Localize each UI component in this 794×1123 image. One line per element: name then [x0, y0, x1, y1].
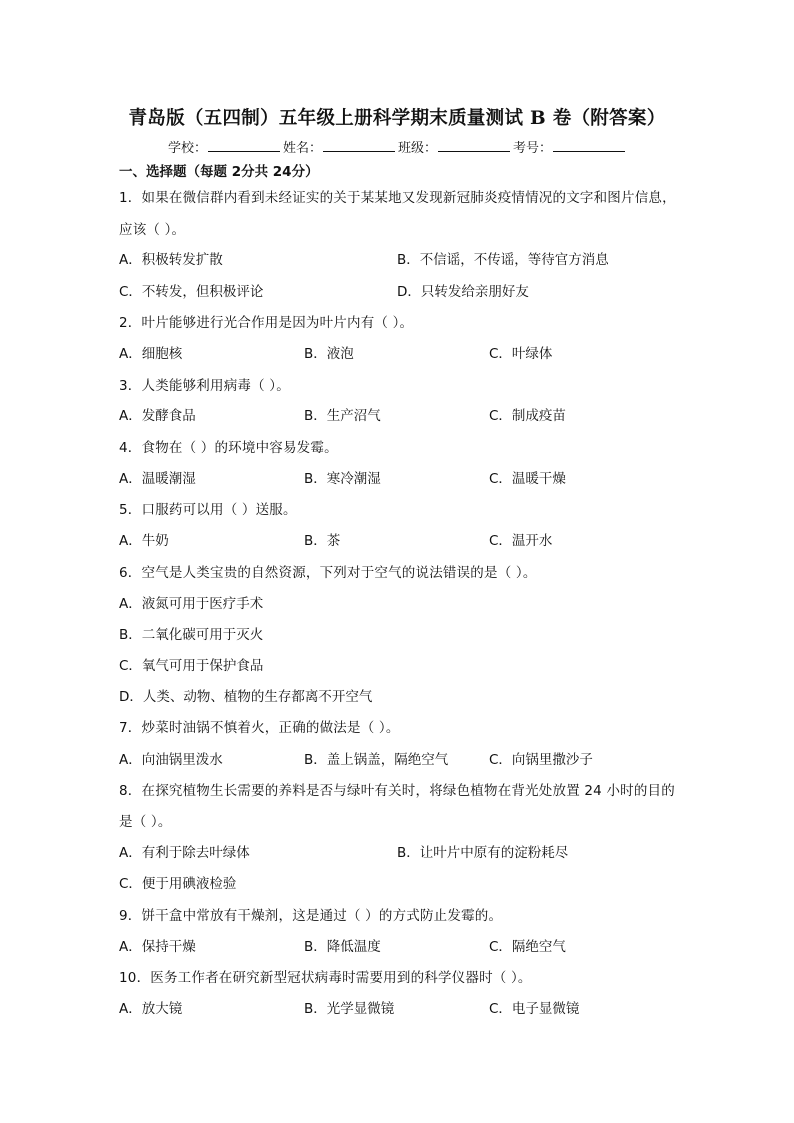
question-9-option-b: B．降低温度 [304, 939, 381, 955]
question-9-option-c: C．隔绝空气 [489, 939, 566, 955]
school-blank [208, 139, 280, 152]
question-4-option-c: C．温暖干燥 [489, 471, 566, 487]
question-4-line-1: 4．食物在（ ）的环境中容易发霉。 [119, 440, 338, 456]
question-5-line-1: 5．口服药可以用（ ）送服。 [119, 502, 297, 518]
question-1-line-1: 1．如果在微信群内看到未经证实的关于某某地又发现新冠肺炎疫情情况的文字和图片信息， [119, 190, 676, 206]
question-8-option-b: B．让叶片中原有的淀粉耗尽 [397, 845, 569, 861]
question-9-line-1: 9．饼干盒中常放有干燥剂，这是通过（ ）的方式防止发霉的。 [119, 908, 503, 924]
question-2-line-1: 2．叶片能够进行光合作用是因为叶片内有（ ）。 [119, 315, 414, 331]
exam-no-blank [553, 139, 625, 152]
question-5-option-c: C．温开水 [489, 533, 553, 549]
question-1-option-a: A．积极转发扩散 [119, 252, 223, 268]
question-2-option-a: A．细胞核 [119, 346, 183, 362]
school-label: 学校： [167, 141, 207, 156]
question-9-option-a: A．保持干燥 [119, 939, 196, 955]
question-10-line-1: 10．医务工作者在研究新型冠状病毒时需要用到的科学仪器时（ ）。 [119, 970, 532, 986]
name-label: 姓名： [282, 141, 322, 156]
question-3-option-b: B．生产沼气 [304, 408, 381, 424]
question-6-line-1: 6．空气是人类宝贵的自然资源，下列对于空气的说法错误的是（ ）。 [119, 565, 537, 581]
question-1-option-c: C．不转发，但积极评论 [119, 284, 264, 300]
name-blank [323, 139, 395, 152]
question-1-option-d: D．只转发给亲朋好友 [397, 284, 529, 300]
question-3-option-c: C．制成疫苗 [489, 408, 566, 424]
question-8-line-1: 8．在探究植物生长需要的养料是否与绿叶有关时，将绿色植物在背光处放置 24 小时的目的 [119, 783, 675, 799]
question-2-option-b: B．液泡 [304, 346, 354, 362]
question-6-option-d: D．人类、动物、植物的生存都离不开空气 [119, 689, 373, 705]
question-4-option-b: B．寒冷潮湿 [304, 471, 381, 487]
question-8-option-c: C．便于用碘液检验 [119, 876, 237, 892]
question-2-option-c: C．叶绿体 [489, 346, 553, 362]
question-5-option-a: A．牛奶 [119, 533, 169, 549]
class-label: 班级： [398, 141, 438, 156]
question-10-option-b: B．光学显微镜 [304, 1001, 395, 1017]
question-8-line-2: 是（ ）。 [119, 814, 172, 830]
exam-no-label: 考号： [513, 141, 553, 156]
question-10-option-c: C．电子显微镜 [489, 1001, 580, 1017]
question-4-option-a: A．温暖潮湿 [119, 471, 196, 487]
question-5-option-b: B．茶 [304, 533, 341, 549]
section-heading: 一、选择题（每题 2分共 24分） [119, 164, 319, 180]
question-6-option-b: B．二氧化碳可用于灭火 [119, 627, 264, 643]
question-7-line-1: 7．炒菜时油锅不慎着火，正确的做法是（ ）。 [119, 720, 400, 736]
student-info-line [0, 137, 794, 156]
question-7-option-c: C．向锅里撒沙子 [489, 752, 593, 768]
question-10-option-a: A．放大镜 [119, 1001, 183, 1017]
question-7-option-a: A．向油锅里泼水 [119, 752, 223, 768]
question-7-option-b: B．盖上锅盖，隔绝空气 [304, 752, 449, 768]
class-blank [438, 139, 510, 152]
page-title: 青岛版（五四制）五年级上册科学期末质量测试 B 卷（附答案） [128, 108, 666, 129]
question-1-line-2: 应该（ ）。 [119, 222, 186, 238]
question-1-option-b: B．不信谣，不传谣，等待官方消息 [397, 252, 609, 268]
question-6-option-c: C．氧气可用于保护食品 [119, 658, 264, 674]
question-3-option-a: A．发酵食品 [119, 408, 196, 424]
question-3-line-1: 3．人类能够利用病毒（ ）。 [119, 378, 290, 394]
question-8-option-a: A．有利于除去叶绿体 [119, 845, 250, 861]
question-6-option-a: A．液氮可用于医疗手术 [119, 596, 264, 612]
